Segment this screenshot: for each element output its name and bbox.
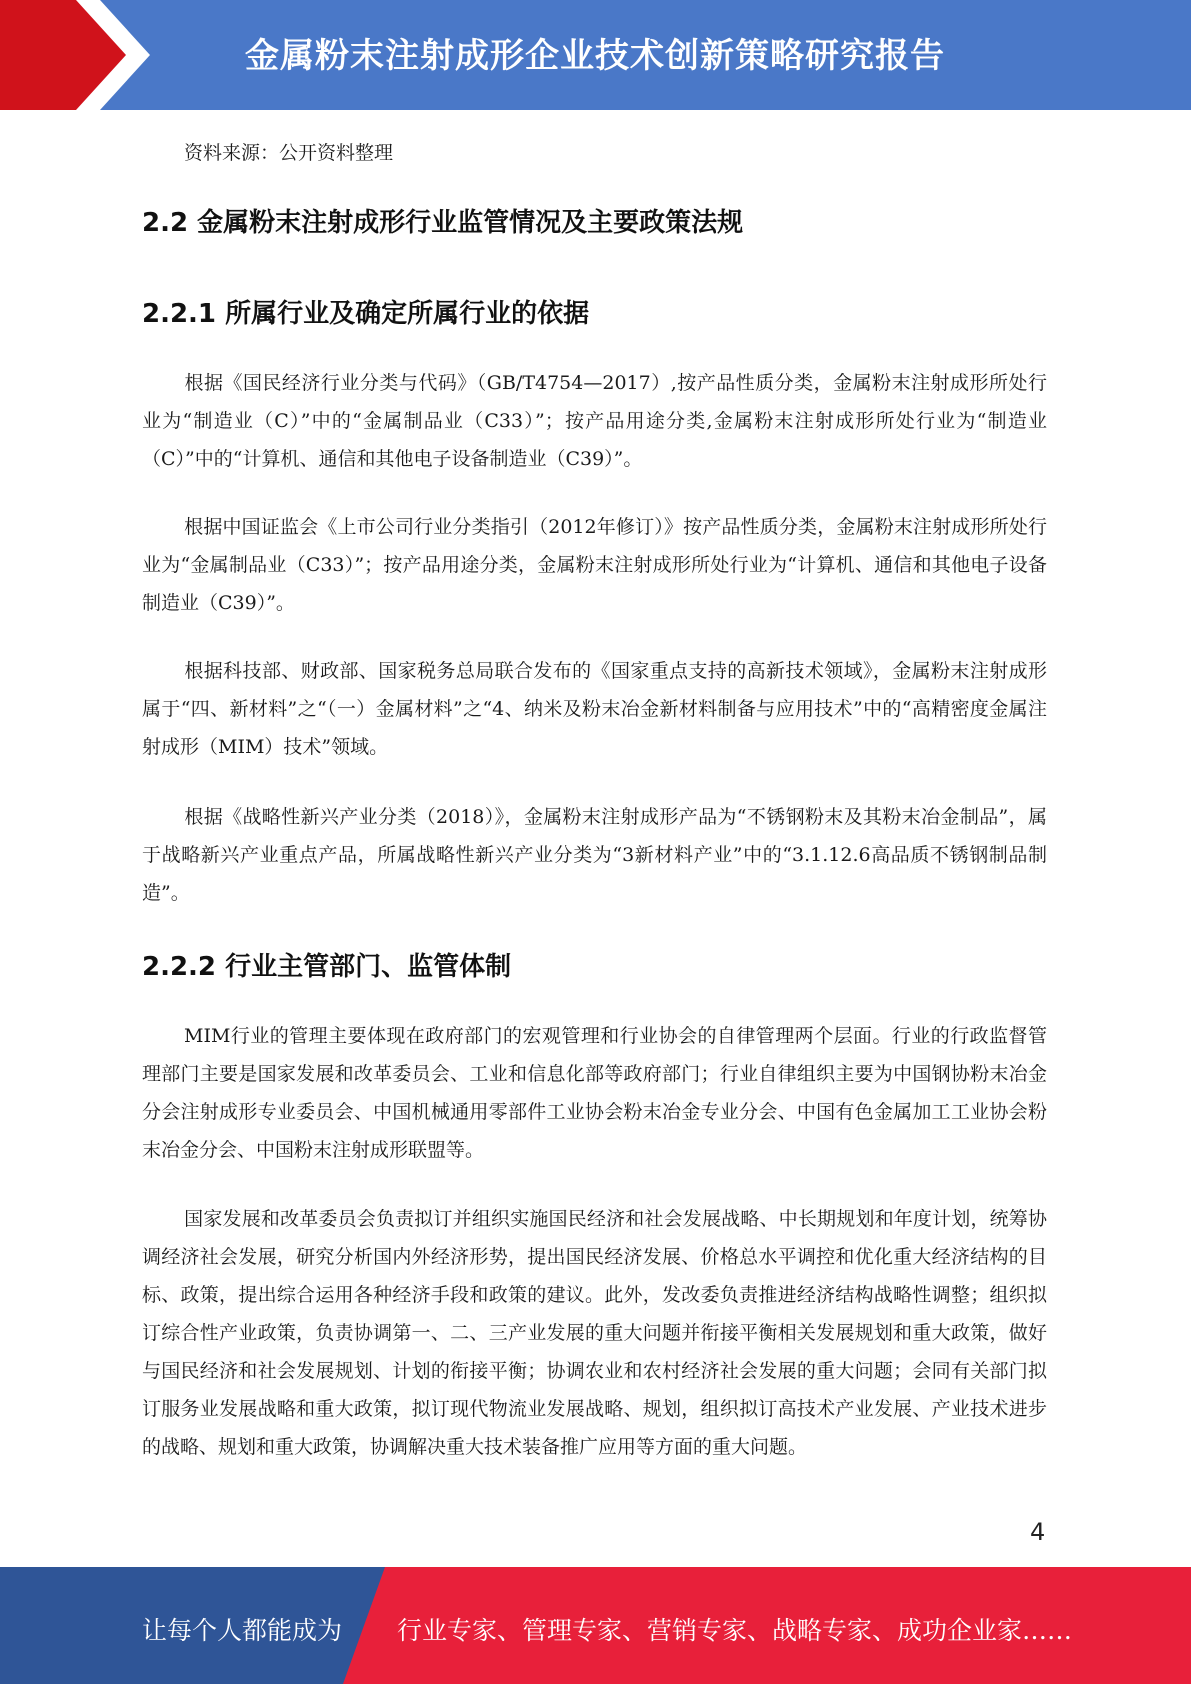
- report-title: 金属粉末注射成形企业技术创新策略研究报告: [245, 36, 945, 76]
- page-number: 4: [1030, 1518, 1046, 1546]
- section-heading-2-2: 2.2 金属粉末注射成形行业监管情况及主要政策法规: [142, 208, 744, 238]
- paragraph-text: 根据中国证监会《上市公司行业分类指引（2012年修订）》按产品性质分类，金属粉末注射成形所处行业为“金属制品业（C33）”；按产品用途分类，金属粉末注射成形所处行业为“计算机、通信和其他电子设备制造业（C39）”。: [142, 516, 1047, 614]
- paragraph-text: 国家发展和改革委员会负责拟订并组织实施国民经济和社会发展战略、中长期规划和年度计划，统筹协调经济社会发展，研究分析国内外经济形势，提出国民经济发展、价格总水平调控和优化重大经济结构的目标、政策，提出综合运用各种经济手段和政策的建议。此外，发改委负责推进经济结构战略性调整；组织拟订综合性产业政策，负责协调第一、二、三产业发展的重大问题并衔接平衡相关发展规划和重大政策，做好与国民经济和社会发展规划、计划的衔接平衡；协调农业和农村经济社会发展的重大问题；会同有关部门拟订服务业发展战略和重大政策，拟订现代物流业发展战略、规划，组织拟订高技术产业发展、产业技术进步的战略、规划和重大政策，协调解决重大技术装备推广应用等方面的重大问题。: [142, 1208, 1047, 1458]
- paragraph-text: 根据《国民经济行业分类与代码》（GB/T4754—2017）,按产品性质分类，金属粉末注射成形所处行业为“制造业（C）”中的“金属制品业（C33）”；按产品用途分类,金属粉末注射成形所处行业为“制造业（C）”中的“计算机、通信和其他电子设备制造业（C39）”。: [142, 372, 1047, 470]
- source-note: 资料来源：公开资料整理: [184, 142, 394, 164]
- paragraph-csrc-classification: [142, 508, 1047, 622]
- paragraph-text: 根据《战略性新兴产业分类（2018）》，金属粉末注射成形产品为“不锈钢粉末及其粉末冶金制品”，属于战略新兴产业重点产品，所属战略性新兴产业分类为“3新材料产业”中的“3.1.12.6高品质不锈钢制品制造”。: [142, 806, 1047, 904]
- footer-slogan-left: 让每个人都能成为: [142, 1616, 343, 1645]
- section-heading-2-2-1: 2.2.1 所属行业及确定所属行业的依据: [142, 299, 590, 329]
- report-header: [0, 0, 1191, 110]
- section-heading-2-2-2: 2.2.2 行业主管部门、监管体制: [142, 952, 512, 982]
- paragraph-industry-classification: [142, 364, 1047, 478]
- paragraph-strategic-emerging: [142, 798, 1047, 912]
- paragraph-text: MIM行业的管理主要体现在政府部门的宏观管理和行业协会的自律管理两个层面。行业的行政监督管理部门主要是国家发展和改革委员会、工业和信息化部等政府部门；行业自律组织主要为中国钢协粉末冶金分会注射成形专业委员会、中国机械通用零部件工业协会粉末冶金专业分会、中国有色金属加工工业协会粉末冶金分会、中国粉末注射成形联盟等。: [142, 1025, 1047, 1161]
- paragraph-ndrc-duties: [142, 1200, 1047, 1466]
- paragraph-text: 根据科技部、财政部、国家税务总局联合发布的《国家重点支持的高新技术领域》，金属粉末注射成形属于“四、新材料”之“（一）金属材料”之“4、纳米及粉末冶金新材料制备与应用技术”中的“高精密度金属注射成形（MIM）技术”领域。: [142, 660, 1047, 758]
- report-footer: [0, 1567, 1191, 1684]
- paragraph-mim-management: [142, 1017, 1047, 1169]
- paragraph-high-tech-fields: [142, 652, 1047, 766]
- footer-slogan-right: 行业专家、管理专家、营销专家、战略专家、成功企业家……: [397, 1616, 1073, 1645]
